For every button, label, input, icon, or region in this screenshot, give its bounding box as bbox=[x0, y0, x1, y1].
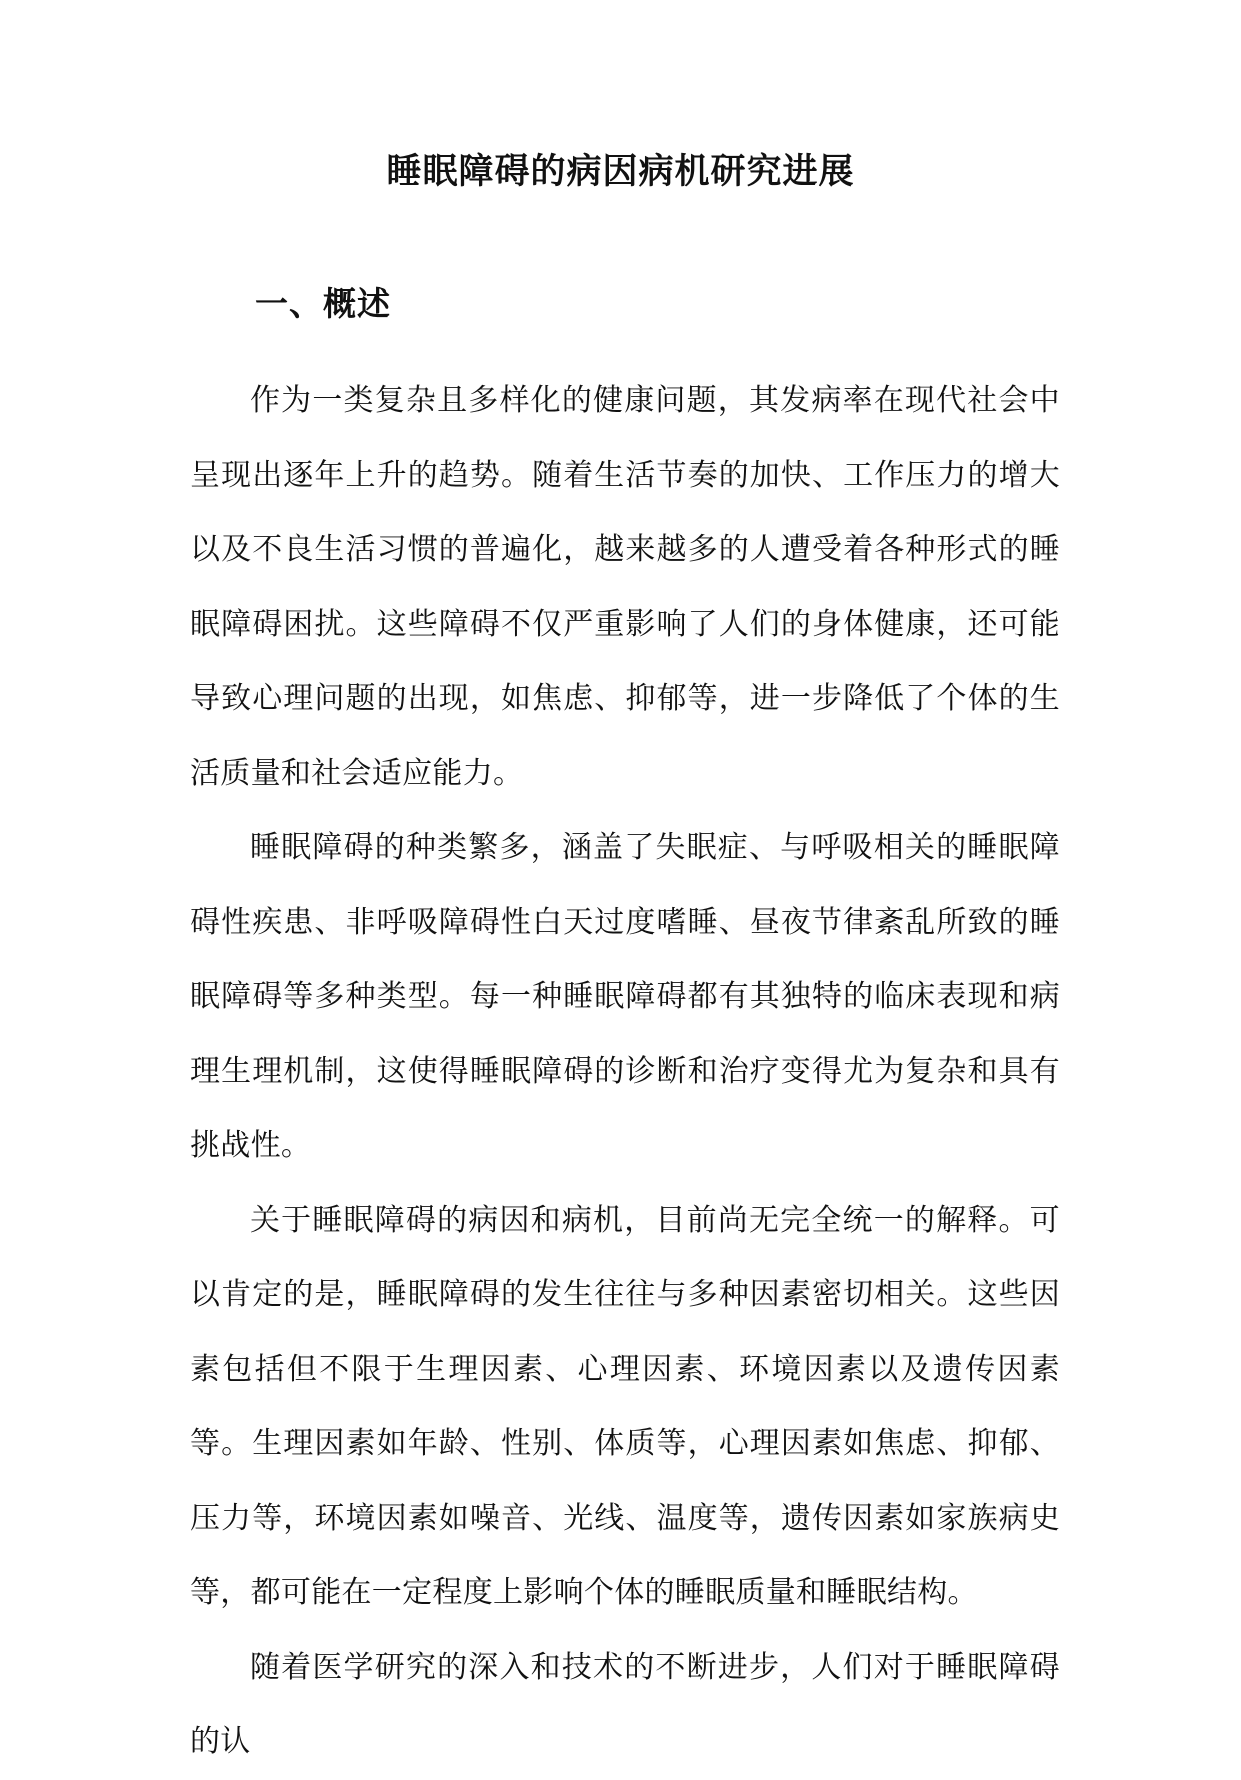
paragraph: 随着医学研究的深入和技术的不断进步，人们对于睡眠障碍的认 bbox=[190, 1649, 1060, 1759]
paragraph: 关于睡眠障碍的病因和病机，目前尚无完全统一的解释。可以肯定的是，睡眠障碍的发生往往与多种因素密切相关。这些因素包括但不限于生理因素、心理因素、环境因素以及遗传因素等。生理因素如年龄、性别、体质等，心理因素如焦虑、抑郁、压力等，环境因素如噪音、光线、温度等，遗传因素如家族病史等，都可能在一定程度上影响个体的睡眠质量和睡眠结构。 bbox=[190, 1202, 1060, 1610]
document-title: 睡眠障碍的病因病机研究进展 bbox=[386, 151, 855, 192]
section-heading: 一、概述 bbox=[255, 284, 391, 323]
paragraph: 睡眠障碍的种类繁多，涵盖了失眠症、与呼吸相关的睡眠障碍性疾患、非呼吸障碍性白天过度嗜睡、昼夜节律紊乱所致的睡眠障碍等多种类型。每一种睡眠障碍都有其独特的临床表现和病理生理机制，这使得睡眠障碍的诊断和治疗变得尤为复杂和具有挑战性。 bbox=[190, 830, 1060, 1163]
paragraph: 作为一类复杂且多样化的健康问题，其发病率在现代社会中呈现出逐年上升的趋势。随着生活节奏的加快、工作压力的增大以及不良生活习惯的普遍化，越来越多的人遭受着各种形式的睡眠障碍困扰。这些障碍不仅严重影响了人们的身体健康，还可能导致心理问题的出现，如焦虑、抑郁等，进一步降低了个体的生活质量和社会适应能力。 bbox=[190, 383, 1060, 791]
body-text bbox=[190, 364, 1060, 1780]
